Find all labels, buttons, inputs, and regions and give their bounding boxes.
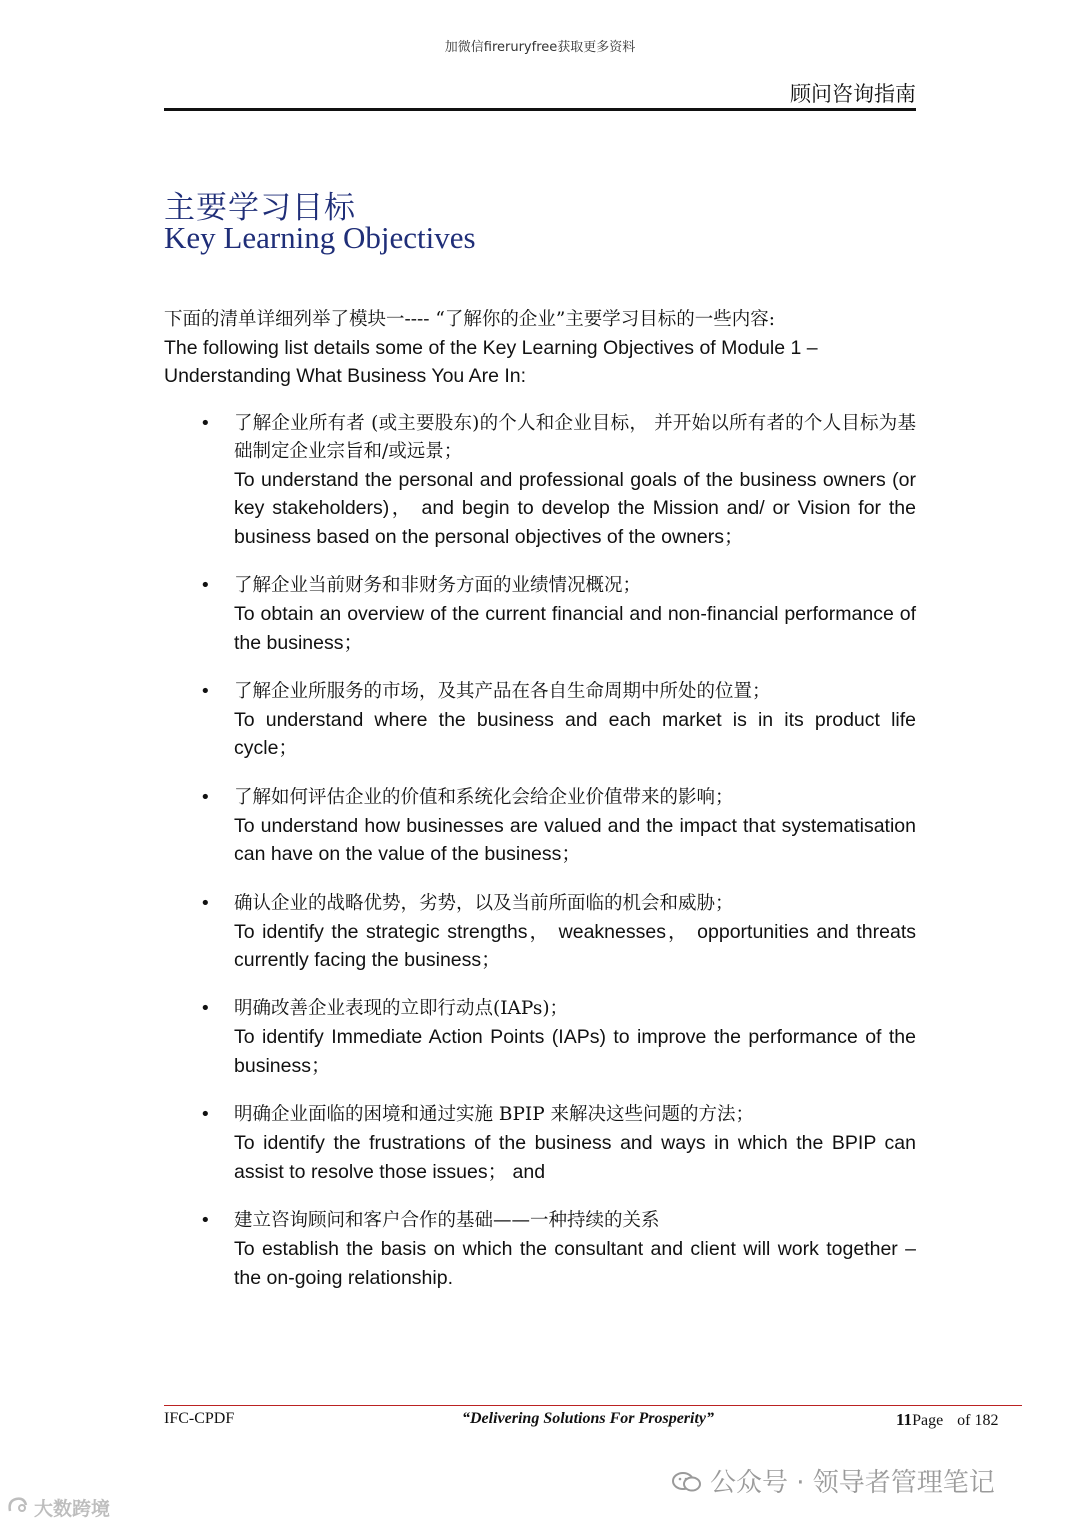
item-en: To understand how businesses are valued and the impact that systematisation can have on the value of the business； [234, 814, 916, 866]
top-watermark: 加微信fireruryfree获取更多资料 [444, 40, 636, 55]
bullet-icon: • [200, 413, 211, 434]
corner-watermark [6, 1494, 110, 1521]
page-label: Page [912, 1412, 944, 1429]
wechat-watermark [672, 1462, 995, 1499]
wechat-watermark-text: 公众号 · 领导者管理笔记 [710, 1468, 995, 1498]
item-en: To identify the strategic strengths， weaknesses， opportunities and threats currently facing the business； [234, 920, 916, 972]
intro-cn: 下面的清单详细列举了模块一---- “了解你的企业”主要学习目标的一些内容: [164, 309, 776, 330]
item-cn: 了解企业所有者 (或主要股东)的个人和企业目标， 并开始以所有者的个人目标为基础制定企业宗旨和/或远景； [234, 413, 916, 462]
list-item [164, 572, 916, 657]
footer-slogan: “Delivering Solutions For Prosperity” [462, 1410, 715, 1427]
item-cn: 明确改善企业表现的立即行动点(IAPs)； [234, 998, 569, 1020]
section-title-en: Key Learning Objectives [164, 220, 476, 255]
item-en: To obtain an overview of the current financial and non-financial performance of the business； [234, 603, 916, 654]
bullet-icon: • [200, 1210, 211, 1232]
footer-org: IFC-CPDF [164, 1410, 235, 1427]
bullet-icon: • [200, 1104, 211, 1126]
item-cn: 明确企业面临的困境和通过实施 BPIP 来解决这些问题的方法； [234, 1104, 755, 1126]
page-total: of 182 [957, 1412, 999, 1429]
item-cn: 了解企业当前财务和非财务方面的业绩情况概况； [234, 575, 642, 597]
wechat-icon [672, 1470, 702, 1492]
footer-rule [164, 1405, 1022, 1406]
bullet-icon: • [200, 998, 211, 1020]
item-en: To understand the personal and professional goals of the business owners (or key stakeholders)， and begin to develop the Mission and/ or Vision for the business based on the personal objectives of the owners； [234, 469, 916, 548]
intro-paragraph [164, 306, 916, 390]
header-title: 顾问咨询指南 [790, 82, 916, 106]
header-rule [164, 108, 916, 111]
item-cn: 建立咨询顾问和客户合作的基础——一种持续的关系 [234, 1210, 660, 1232]
item-cn: 了解企业所服务的市场，及其产品在各自生命周期中所处的位置； [234, 681, 771, 703]
list-item [164, 678, 916, 763]
list-item [164, 1101, 916, 1186]
list-item [164, 784, 916, 869]
bullet-icon: • [200, 892, 211, 914]
footer-page-info [896, 1410, 999, 1430]
item-en: To identify Immediate Action Points (IAPs) to improve the performance of the business； [234, 1026, 916, 1077]
section-title-cn: 主要学习目标 [164, 190, 356, 226]
bullet-icon: • [200, 681, 211, 703]
page-number: 11 [896, 1410, 913, 1429]
list-item [164, 995, 916, 1080]
list-item [164, 890, 916, 975]
item-cn: 确认企业的战略优势，劣势，以及当前所面临的机会和威胁； [234, 892, 734, 914]
item-cn: 了解如何评估企业的价值和系统化会给企业价值带来的影响； [234, 786, 734, 808]
corner-logo-icon [6, 1495, 30, 1520]
corner-watermark-text: 大数跨境 [34, 1498, 111, 1520]
list-item [164, 410, 916, 551]
intro-en: The following list details some of the Key Learning Objectives of Module 1 – Understanding What Business You Are In: [164, 337, 818, 387]
item-en: To establish the basis on which the consultant and client will work together – the on-going relationship. [234, 1238, 916, 1289]
item-en: To identify the frustrations of the business and ways in which the BPIP can assist to resolve those issues； and [234, 1132, 916, 1183]
bullet-icon: • [200, 575, 211, 597]
objectives-list [164, 410, 916, 1313]
item-en: To understand where the business and each market is in its product life cycle； [234, 709, 916, 760]
bullet-icon: • [200, 786, 211, 808]
list-item [164, 1207, 916, 1292]
